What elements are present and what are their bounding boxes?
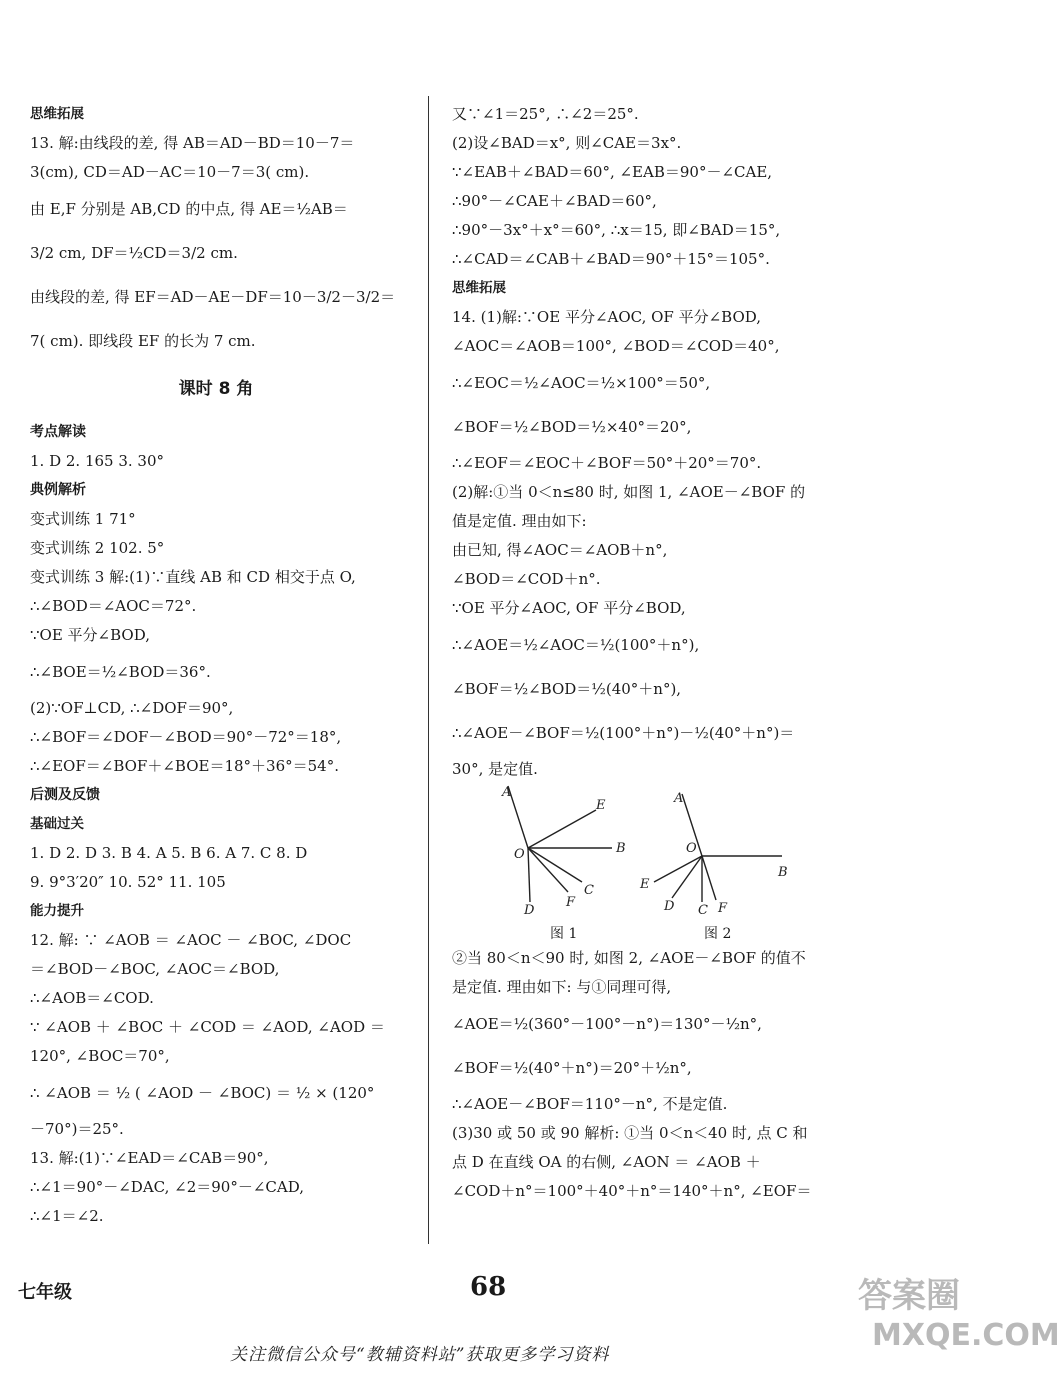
text-line: ∴∠BOE＝½∠BOD＝36°. <box>30 663 211 681</box>
text-line: ＝∠BOD－∠BOC, ∠AOC＝∠BOD, <box>30 960 280 978</box>
fig2-label-D: D <box>664 899 675 914</box>
fig2-label-F: F <box>718 901 728 916</box>
text-line: ∴∠EOC＝½∠AOC＝½×100°＝50°, <box>452 374 711 392</box>
fig2-label-O: O <box>686 841 697 856</box>
left-lines-block <box>30 100 402 363</box>
right-column <box>452 100 822 1206</box>
column-divider <box>428 96 429 1244</box>
text-line: (2)设∠BAD＝x°, 则∠CAE＝3x°. <box>452 134 682 152</box>
text-line: 值是定值. 理由如下: <box>452 512 587 530</box>
text-line: (2)∵OF⊥CD, ∴∠DOF＝90°, <box>30 699 234 717</box>
text-line: ∴90°－3x°＋x°＝60°, ∴x＝15, 即∠BAD＝15°, <box>452 221 781 239</box>
text-line: 基础过关 <box>30 816 84 832</box>
text-line: ∴∠CAD＝∠CAB＋∠BAD＝90°＋15°＝105°. <box>452 250 770 268</box>
left-column <box>30 100 402 1231</box>
text-line: 13. 解:由线段的差, 得 AB＝AD－BD＝10－7＝ <box>30 134 355 152</box>
text-line: 典例解析 <box>30 482 86 498</box>
text-line: 3(cm), CD＝AD－AC＝10－7＝3( cm). <box>30 163 310 181</box>
text-line: (2)解:①当 0＜n≤80 时, 如图 1, ∠AOE－∠BOF 的 <box>452 483 806 501</box>
text-line: 能力提升 <box>30 903 84 919</box>
figure-1-caption: 图 1 <box>550 926 578 942</box>
text-line: 由已知, 得∠AOC＝∠AOB＋n°, <box>452 541 668 559</box>
text-line: 变式训练 2 102. 5° <box>30 539 165 557</box>
fig1-label-C: C <box>584 883 594 898</box>
grade-label: 七年级 <box>18 1282 72 1303</box>
text-line: 13. 解:(1)∵∠EAD＝∠CAB＝90°, <box>30 1149 269 1167</box>
figure-2 <box>632 784 792 918</box>
text-line: 9. 9°3′20″ 10. 52° 11. 105 <box>30 873 226 891</box>
text-line: 120°, ∠BOC＝70°, <box>30 1047 170 1065</box>
text-line: 思维拓展 <box>30 106 84 122</box>
figure-2-caption: 图 2 <box>704 926 732 942</box>
lesson-title: 课时 8 角 <box>178 379 254 399</box>
fig1-label-O: O <box>514 847 525 862</box>
fig1-label-B: B <box>616 841 626 856</box>
text-line: 后测及反馈 <box>30 787 100 803</box>
text-line: 14. (1)解:∵OE 平分∠AOC, OF 平分∠BOD, <box>452 308 762 326</box>
text-line: 1. D 2. D 3. B 4. A 5. B 6. A 7. C 8. D <box>30 844 308 862</box>
text-line: 又∵∠1＝25°, ∴∠2＝25°. <box>452 105 639 123</box>
text-line: (3)30 或 50 或 90 解析: ①当 0＜n＜40 时, 点 C 和 <box>452 1124 808 1142</box>
fig1-label-F: F <box>566 895 576 910</box>
text-line: 1. D 2. 165 3. 30° <box>30 452 165 470</box>
text-line: ∠BOF＝½∠BOD＝½×40°＝20°, <box>452 418 692 436</box>
text-line: －70°)＝25°. <box>30 1120 124 1138</box>
text-line: ②当 80＜n＜90 时, 如图 2, ∠AOE－∠BOF 的值不 <box>452 949 806 967</box>
text-line: 考点解读 <box>30 424 86 440</box>
text-line: ∴∠BOF＝∠DOF－∠BOD＝90°－72°＝18°, <box>30 728 342 746</box>
fig1-label-D: D <box>524 903 535 918</box>
text-line: 7( cm). 即线段 EF 的长为 7 cm. <box>30 332 256 350</box>
text-line: ∴∠BOD＝∠AOC＝72°. <box>30 597 197 615</box>
text-line: 由线段的差, 得 EF＝AD－AE－DF＝10－3/2－3/2＝ <box>30 288 396 306</box>
text-line: 点 D 在直线 OA 的右侧, ∠AON ＝ ∠AOB ＋ <box>452 1153 761 1171</box>
text-line: ∠BOF＝½(40°＋n°)＝20°＋½n°, <box>452 1059 692 1077</box>
text-line: 由 E,F 分别是 AB,CD 的中点, 得 AE＝½AB＝ <box>30 200 348 218</box>
text-line: 思维拓展 <box>452 280 506 296</box>
left-lines-block-2 <box>30 418 402 1231</box>
fig1-label-A: A <box>502 785 512 800</box>
text-line: ∠BOF＝½∠BOD＝½(40°＋n°), <box>452 680 682 698</box>
fig1-label-E: E <box>596 798 606 813</box>
text-line: ∴∠AOE－∠BOF＝110°－n°, 不是定值. <box>452 1095 728 1113</box>
fig2-label-A: A <box>674 791 684 806</box>
text-line: 是定值. 理由如下: 与①同理可得, <box>452 978 672 996</box>
watermark-text-top: 答案圈 <box>858 1276 960 1316</box>
text-line: 30°, 是定值. <box>452 760 538 778</box>
text-line: ∵OE 平分∠AOC, OF 平分∠BOD, <box>452 599 686 617</box>
watermark-logo <box>858 1268 1060 1366</box>
text-line: ∠AOC＝∠AOB＝100°, ∠BOD＝∠COD＝40°, <box>452 337 780 355</box>
figures <box>452 784 822 944</box>
text-line: ∠BOD＝∠COD＋n°. <box>452 570 601 588</box>
page-number: 68 <box>470 1272 507 1302</box>
text-line: ∴∠1＝∠2. <box>30 1207 104 1225</box>
text-line: ∴∠AOE＝½∠AOC＝½(100°＋n°), <box>452 636 700 654</box>
footer-notice: 关注微信公众号“教辅资料站”获取更多学习资料 <box>230 1345 610 1365</box>
text-line: ∴∠EOF＝∠BOF＋∠BOE＝18°＋36°＝54°. <box>30 757 339 775</box>
text-line: ∴90°－∠CAE＋∠BAD＝60°, <box>452 192 657 210</box>
text-line: ∴∠EOF＝∠EOC＋∠BOF＝50°＋20°＝70°. <box>452 454 762 472</box>
text-line: 12. 解: ∵ ∠AOB ＝ ∠AOC － ∠BOC, ∠DOC <box>30 931 352 949</box>
fig2-label-B: B <box>778 865 788 880</box>
text-line: ∠COD＋n°＝100°＋40°＋n°＝140°＋n°, ∠EOF＝ <box>452 1182 812 1200</box>
right-lines-block-2 <box>452 944 822 1206</box>
text-line: ∵OE 平分∠BOD, <box>30 626 150 644</box>
text-line: 3/2 cm, DF＝½CD＝3/2 cm. <box>30 244 238 262</box>
text-line: ∴∠AOE－∠BOF＝½(100°＋n°)－½(40°＋n°)＝ <box>452 724 795 742</box>
watermark-text-bottom: MXQE.COM <box>872 1318 1060 1353</box>
fig2-label-C: C <box>698 903 708 918</box>
text-line: ∴∠1＝90°－∠DAC, ∠2＝90°－∠CAD, <box>30 1178 304 1196</box>
figure-1 <box>492 784 632 918</box>
text-line: 变式训练 1 71° <box>30 510 136 528</box>
text-line: ∠AOE＝½(360°－100°－n°)＝130°－½n°, <box>452 1015 762 1033</box>
text-line: ∴ ∠AOB ＝ ½ ( ∠AOD － ∠BOC) ＝ ½ × (120° <box>30 1084 375 1102</box>
right-lines-block <box>452 100 822 784</box>
fig2-label-E: E <box>640 877 650 892</box>
text-line: ∴∠AOB＝∠COD. <box>30 989 154 1007</box>
text-line: ∵ ∠AOB ＋ ∠BOC ＋ ∠COD ＝ ∠AOD, ∠AOD ＝ <box>30 1018 385 1036</box>
text-line: ∵∠EAB＋∠BAD＝60°, ∠EAB＝90°－∠CAE, <box>452 163 773 181</box>
text-line: 变式训练 3 解:(1)∵直线 AB 和 CD 相交于点 O, <box>30 568 356 586</box>
